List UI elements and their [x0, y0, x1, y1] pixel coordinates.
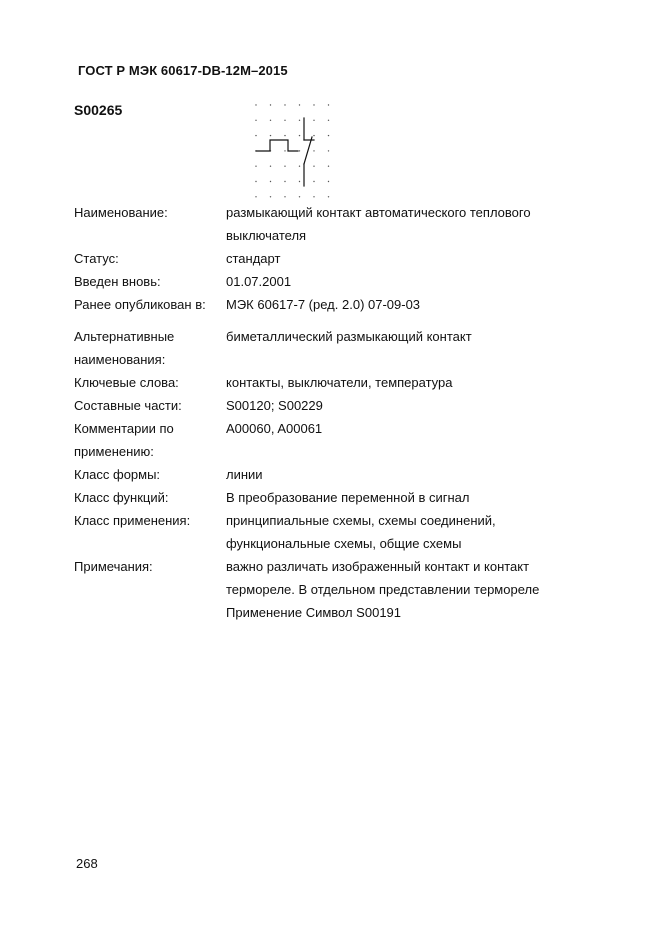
property-label: Составные части: [74, 398, 182, 413]
property-value [226, 394, 566, 417]
property-value-line: контакты, выключатели, температура [226, 375, 453, 390]
property-label: Класс применения: [74, 513, 191, 528]
property-label [74, 417, 224, 463]
property-label-line: Альтернативные [74, 329, 175, 344]
grid-dot [299, 166, 300, 167]
property-value-line: В преобразование переменной в сигнал [226, 490, 470, 505]
property-value [226, 201, 566, 247]
property-label: Введен вновь: [74, 274, 161, 289]
grid-dot [299, 135, 300, 136]
property-value-line: S00120; S00229 [226, 398, 323, 413]
property-value-line: Применение Символ S00191 [226, 605, 402, 620]
grid-dot [255, 166, 256, 167]
property-value-line: стандарт [226, 251, 281, 266]
property-value [226, 371, 566, 394]
grid-dot [328, 196, 329, 197]
property-value-line: функциональные схемы, общие схемы [226, 536, 462, 551]
property-value [226, 247, 566, 270]
property-value [226, 417, 566, 440]
document-header: ГОСТ Р МЭК 60617-DB-12M–2015 [78, 63, 288, 78]
property-label: Примечания: [74, 559, 153, 574]
grid-dot [313, 196, 314, 197]
property-label: Класс функций: [74, 490, 169, 505]
property-value [226, 325, 566, 348]
grid-dot [328, 135, 329, 136]
grid-dot [328, 181, 329, 182]
symbol-code: S00265 [74, 102, 123, 118]
grid-dot [284, 181, 285, 182]
grid-dot [284, 166, 285, 167]
grid-dot [313, 181, 314, 182]
grid-dot [270, 120, 271, 121]
property-value [226, 555, 566, 624]
property-value-line: термореле. В отдельном представлении термореле [226, 582, 540, 597]
property-label: Ключевые слова: [74, 375, 179, 390]
property-value [226, 486, 566, 509]
grid-dot [328, 166, 329, 167]
grid-dot [284, 196, 285, 197]
property-label: Статус: [74, 251, 119, 266]
grid-dot [328, 104, 329, 105]
page-number: 268 [76, 856, 98, 871]
grid-dot [270, 181, 271, 182]
property-label-line: наименования: [74, 352, 166, 367]
grid-dot [328, 120, 329, 121]
property-label [74, 325, 224, 371]
property-value-line: линии [226, 467, 263, 482]
grid-dot [270, 104, 271, 105]
grid-dot [255, 135, 256, 136]
grid-dot [299, 196, 300, 197]
property-value-line: биметаллический размыкающий контакт [226, 329, 472, 344]
grid-dot [270, 166, 271, 167]
property-label-line: применению: [74, 444, 154, 459]
property-value-line: размыкающий контакт автоматического теплового [226, 205, 531, 220]
thermal-breaker-break-contact-symbol-icon [252, 100, 334, 202]
grid-dot [255, 196, 256, 197]
grid-dot [284, 135, 285, 136]
property-label: Наименование: [74, 205, 168, 220]
property-value-line: МЭК 60617-7 (ред. 2.0) 07-09-03 [226, 297, 421, 312]
property-value [226, 509, 566, 555]
property-value-line: принципиальные схемы, схемы соединений, [226, 513, 496, 528]
grid-dot [284, 104, 285, 105]
property-value [226, 293, 566, 316]
grid-dot [313, 104, 314, 105]
grid-dot [299, 120, 300, 121]
property-label-line: Комментарии по [74, 421, 174, 436]
property-label: Ранее опубликован в: [74, 297, 206, 312]
property-value [226, 463, 566, 486]
property-value-line: выключателя [226, 228, 307, 243]
grid-dot [299, 150, 300, 151]
grid-dot [299, 181, 300, 182]
property-label: Класс формы: [74, 467, 161, 482]
grid-dot [255, 120, 256, 121]
grid-dot [299, 104, 300, 105]
grid-dot [270, 196, 271, 197]
property-value-line: A00060, A00061 [226, 421, 323, 436]
grid-dot [313, 166, 314, 167]
grid-dot [313, 150, 314, 151]
grid-dot [284, 120, 285, 121]
property-value-line: важно различать изображенный контакт и контакт [226, 559, 530, 574]
grid-dot [313, 120, 314, 121]
grid-dot [328, 150, 329, 151]
grid-dot [255, 181, 256, 182]
property-value [226, 270, 566, 293]
grid-dot [255, 104, 256, 105]
grid-dot [313, 135, 314, 136]
property-value-line: 01.07.2001 [226, 274, 292, 289]
grid-dot [270, 135, 271, 136]
grid-dot [284, 150, 285, 151]
